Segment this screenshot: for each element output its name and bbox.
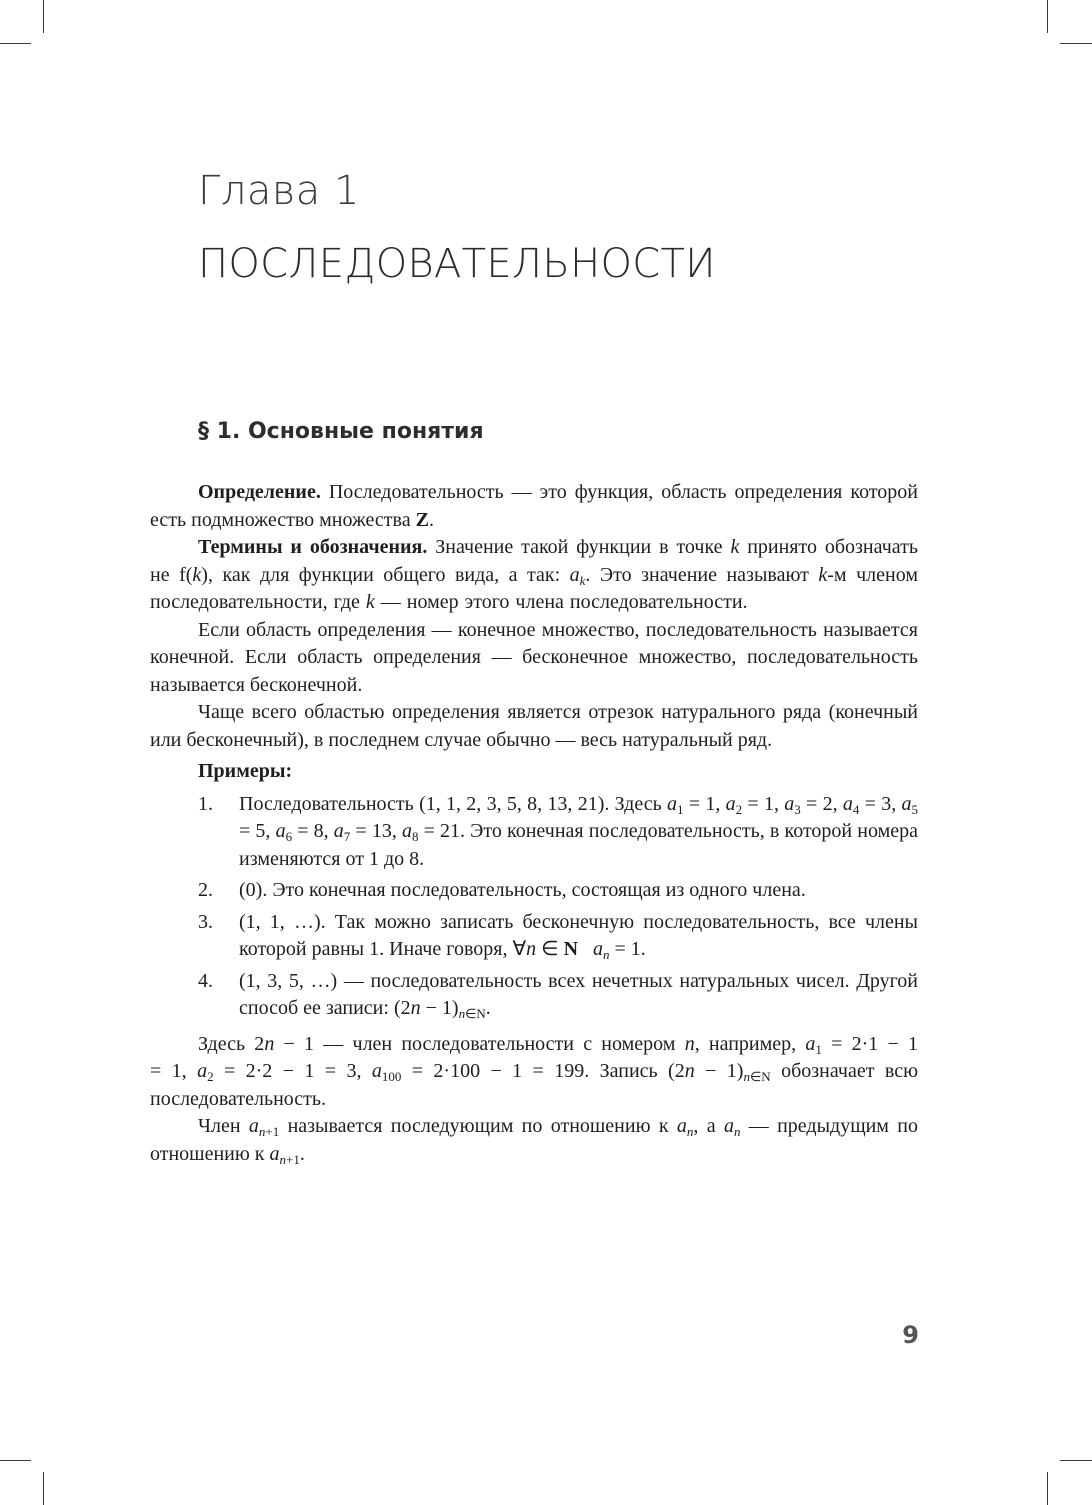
member-text: Член <box>198 1115 241 1137</box>
here-text: , например, <box>694 1032 797 1055</box>
definition-end: . <box>428 508 434 531</box>
list-item <box>150 791 918 874</box>
list-item-number: 3. <box>198 910 213 933</box>
list-item <box>150 909 918 964</box>
crop-mark <box>1060 43 1092 44</box>
crop-mark <box>43 1472 44 1505</box>
terms-text: -м членом последовательности, где <box>150 563 918 613</box>
terms-paragraph: Термины и обозначения. Значение такой функции в точке k принято обозначать не f(k), как для функции общего вида, а так: $a_k$. Это значение называют k-м членом последовательности, где k — номер этого члена последовательности. <box>150 536 918 613</box>
crop-mark <box>43 0 44 33</box>
member-paragraph: Член $a_{n+1}$ называется последующим по отношению к $a_n$, а $a_n$ — предыдущим по отношению к $a_{n+1}$. <box>150 1115 918 1167</box>
member-text: — предыдущим по отношению к <box>150 1115 918 1165</box>
definition-paragraph <box>150 479 918 534</box>
examples-list <box>150 791 918 1023</box>
here-text: Здесь <box>198 1032 246 1055</box>
terms-text: принято обозначать не <box>150 536 918 586</box>
terms-text: . Это значение называют <box>585 563 819 586</box>
crop-mark <box>1047 0 1048 33</box>
list-item-text-part: . Это конечная последовательность, в которой номера изменяются от 1 до 8. <box>239 820 919 870</box>
list-item-number: 2. <box>198 879 213 901</box>
list-item <box>150 968 918 1023</box>
list-item <box>150 877 918 905</box>
list-item-text: (1, 3, 5, …) — последовательность всех нечетных натуральных чисел. Другой способ ее записи: $(2n - 1)_{n\in N}$. <box>239 969 919 1021</box>
list-item-number: 1. <box>198 792 213 815</box>
here-text: Запись <box>599 1060 658 1082</box>
list-item-text: (0). Это конечная последовательность, состоящая из одного члена. <box>239 879 806 901</box>
here-text: — член последовательности с номером <box>323 1032 676 1055</box>
list-item-text-part: Последовательность (1, 1, 2, 3, 5, 8, 13, 21). Здесь <box>239 792 662 815</box>
crop-mark <box>1060 1460 1092 1461</box>
crop-mark <box>0 43 31 44</box>
definition-text: Последовательность — это функция, область определения которой есть подмножество множества <box>150 481 918 531</box>
list-item-text-part: (1, 3, 5, …) — последовательность всех нечетных натуральных чисел. <box>239 969 850 992</box>
chapter-label: Глава 1 <box>198 168 360 214</box>
list-item-text-part: (1, 1, …). Так можно записать бесконечную последовательность, все члены которой равны 1. Иначе говоря, <box>239 910 918 960</box>
list-item-text: (1, 1, …). Так можно записать бесконечную последовательность, все члены которой равны 1. Иначе говоря, ∀n ∈ N $a_n = 1$. <box>239 910 918 962</box>
chapter-title: ПОСЛЕДОВАТЕЛЬНОСТИ <box>198 241 716 287</box>
terms-text: — номер этого члена последовательности. <box>374 591 748 613</box>
crop-mark <box>1047 1472 1048 1505</box>
list-item-text-part: Другой способ ее записи: <box>239 969 919 1019</box>
here-text: обозначает всю последовательность. <box>150 1060 919 1110</box>
set-z: Z <box>415 508 429 531</box>
crop-mark <box>0 1460 31 1461</box>
domain-paragraph: Чаще всего областью определения является отрезок натурального ряда (конечный или бесконечный), в последнем случае обычно — весь натуральный ряд. <box>150 701 918 751</box>
list-item-text: Последовательность (1, 1, 2, 3, 5, 8, 13, 21). Здесь $a_1 = 1$, $a_2 = 1$, $a_3 = 2$, $a_4 = 3$, $a_5 = 5$, $a_6 = 8$, $a_7 = 13$, $a_8 = 21$. Это конечная последовательность, в которой номера изменяются от 1 до 8. <box>239 792 919 870</box>
page-number: 9 <box>902 1321 919 1349</box>
member-text: , а <box>693 1115 716 1137</box>
definition-term: Определение. <box>198 481 321 503</box>
list-item-number: 4. <box>198 969 213 992</box>
body-text <box>150 479 918 1168</box>
terms-text: Значение такой функции в точке <box>427 536 731 558</box>
section-title: § 1. Основные понятия <box>198 419 484 444</box>
examples-heading: Примеры: <box>198 760 293 782</box>
finite-infinite-paragraph: Если область определения — конечное множество, последовательность называется конечной. Если область определения — бесконечное множество, последовательность называется бесконечной. <box>150 618 918 696</box>
here-paragraph: Здесь 2n − 1 — член последовательности с номером n, например, $a_1 = 2\cdot 1 - 1 = 1$, $a_2 = 2\cdot 2 - 1 = 3$, $a_{100} = 2\cdot 100 - 1 = 199$. Запись $(2n - 1)_{n\in N}$ обозначает всю последовательность. <box>150 1032 919 1110</box>
terms-term: Термины и обозначения. <box>198 536 428 558</box>
member-text: называется последующим по отношению к <box>287 1115 669 1137</box>
terms-text: , как для функции общего вида, а так: <box>207 563 570 586</box>
